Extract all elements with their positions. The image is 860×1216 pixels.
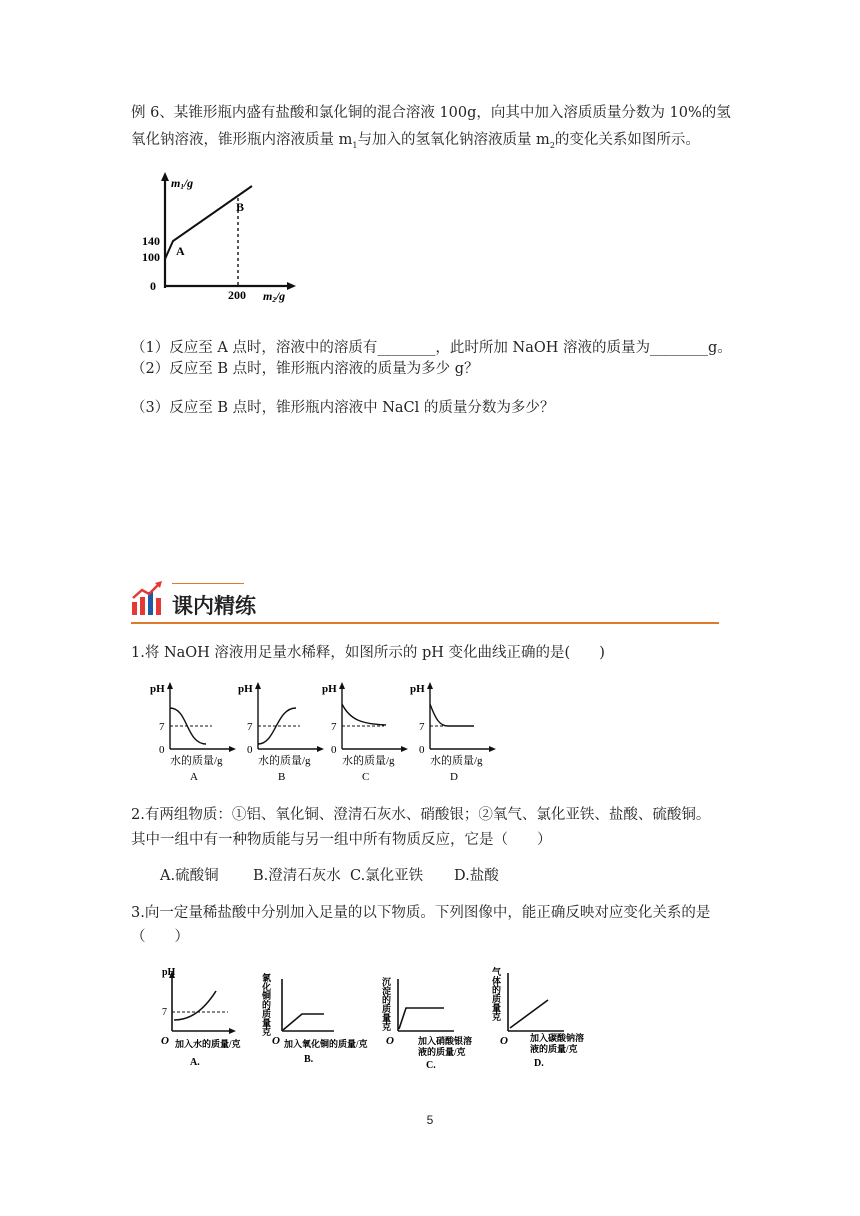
svg-text:0: 0	[331, 744, 337, 756]
problem2-options	[160, 866, 499, 886]
option-d: D.盐酸	[454, 868, 499, 884]
svg-text:加入氧化铜的质量/克: 加入氧化铜的质量/克	[284, 1039, 368, 1049]
problem1-text: 1.将 NaOH 溶液用足量水稀释，如图所示的 pH 变化曲线正确的是( )	[131, 645, 605, 661]
svg-text:O: O	[500, 1035, 508, 1047]
option-a: A.硫酸铜	[160, 868, 219, 884]
svg-text:氯化铜的质量克: 氯化铜的质量克	[261, 973, 271, 1036]
svg-text:7: 7	[419, 721, 425, 733]
svg-text:pH: pH	[162, 967, 176, 978]
svg-text:A.: A.	[190, 1057, 200, 1068]
page-number: 5	[426, 1113, 434, 1127]
svg-text:C: C	[362, 771, 370, 783]
svg-text:加入碳酸钠溶: 加入碳酸钠溶	[530, 1033, 585, 1043]
point-b-label: B	[236, 200, 245, 214]
svg-text:水的质量/g: 水的质量/g	[342, 755, 395, 767]
example6-line1: 例 6、某锥形瓶内盛有盐酸和氯化铜的混合溶液 100g，向其中加入溶质质量分数为 10%的氢	[131, 105, 731, 121]
example6-graph	[140, 170, 310, 309]
example6-line2-a: 氧化钠溶液，锥形瓶内溶液质量 m	[131, 132, 353, 148]
svg-text:气体的质量克: 气体的质量克	[491, 967, 501, 1021]
example6-line2-c: 的变化关系如图所示。	[554, 132, 700, 148]
example6-line2-b: 与加入的氢氧化钠溶液质量 m	[357, 132, 550, 148]
svg-text:B: B	[278, 771, 286, 783]
svg-text:A: A	[190, 771, 198, 783]
tick-100: 100	[142, 250, 160, 264]
svg-text:pH: pH	[410, 683, 425, 695]
x-axis-arrow	[287, 282, 296, 290]
svg-text:7: 7	[331, 721, 337, 733]
y-label: m1/g	[171, 176, 194, 191]
svg-text:D: D	[450, 771, 458, 783]
svg-text:B.: B.	[304, 1054, 314, 1065]
svg-text:液的质量/克: 液的质量/克	[530, 1044, 578, 1054]
section-title: 课内精练	[172, 594, 256, 618]
svg-text:pH: pH	[238, 683, 253, 695]
svg-text:水的质量/g: 水的质量/g	[430, 755, 483, 767]
svg-text:水的质量/g: 水的质量/g	[170, 755, 223, 767]
example6-q3: （3）反应至 B 点时，锥形瓶内溶液中 NaCl 的质量分数为多少？	[131, 400, 555, 416]
p1-graph-c	[322, 682, 408, 783]
p1-graph-b	[238, 682, 324, 783]
tick-140: 140	[142, 234, 160, 248]
option-c: C.氯化亚铁	[350, 868, 424, 884]
example6-line2	[131, 130, 700, 156]
svg-text:pH: pH	[150, 683, 165, 695]
svg-text:加入硝酸银溶: 加入硝酸银溶	[418, 1036, 473, 1046]
trend-chart-icon	[131, 580, 165, 620]
problem1-graphs	[148, 680, 498, 789]
svg-text:液的质量/克: 液的质量/克	[418, 1047, 466, 1057]
problem3-line2: （ ）	[131, 929, 189, 945]
svg-text:C.: C.	[426, 1060, 436, 1071]
tick-0: 0	[150, 279, 156, 293]
example6-q1: （1）反应至 A 点时，溶液中的溶质有________，此时所加 NaOH 溶液的质量为________g。	[131, 340, 732, 356]
tick-200: 200	[228, 288, 246, 302]
option-b: B.澄清石灰水	[253, 868, 341, 884]
m1-subscript: 1	[352, 140, 358, 150]
svg-text:0: 0	[419, 744, 425, 756]
svg-text:7: 7	[162, 1007, 167, 1018]
svg-text:D.: D.	[534, 1058, 544, 1069]
problem3-line1: 3.向一定量稀盐酸中分别加入足量的以下物质。下列图像中，能正确反映对应变化关系的是	[131, 905, 711, 921]
example6-q2: （2）反应至 B 点时，锥形瓶内溶液的质量为多少 g？	[131, 361, 479, 377]
svg-text:水的质量/g: 水的质量/g	[258, 755, 311, 767]
point-a-label: A	[176, 244, 185, 258]
svg-text:O: O	[386, 1035, 394, 1047]
p3-graph-b	[261, 972, 368, 1065]
svg-text:0: 0	[159, 744, 165, 756]
section-title-overline	[172, 583, 244, 584]
p3-graph-a	[161, 967, 241, 1068]
section-divider	[131, 622, 719, 624]
svg-text:7: 7	[247, 721, 253, 733]
m2-subscript: 2	[549, 140, 555, 150]
svg-text:7: 7	[159, 721, 165, 733]
svg-text:O: O	[272, 1035, 280, 1047]
problem2-line2: 其中一组中有一种物质能与另一组中所有物质反应，它是（ ）	[131, 832, 552, 848]
y-axis-arrow	[161, 172, 169, 181]
p3-graph-c	[381, 976, 472, 1071]
svg-text:沉淀的质量克: 沉淀的质量克	[381, 977, 391, 1031]
svg-text:0: 0	[247, 744, 253, 756]
problem3-graphs	[158, 965, 598, 1079]
svg-text:加入水的质量/克: 加入水的质量/克	[175, 1039, 241, 1049]
p1-graph-d	[410, 682, 496, 783]
p3-graph-d	[491, 966, 585, 1069]
p1-graph-a	[150, 682, 236, 783]
svg-text:pH: pH	[322, 683, 337, 695]
x-label: m2/g	[263, 289, 286, 304]
svg-text:O: O	[161, 1035, 169, 1047]
problem2-line1: 2.有两组物质：①铝、氧化铜、澄清石灰水、硝酸银；②氧气、氯化亚铁、盐酸、硫酸铜。	[131, 807, 711, 823]
